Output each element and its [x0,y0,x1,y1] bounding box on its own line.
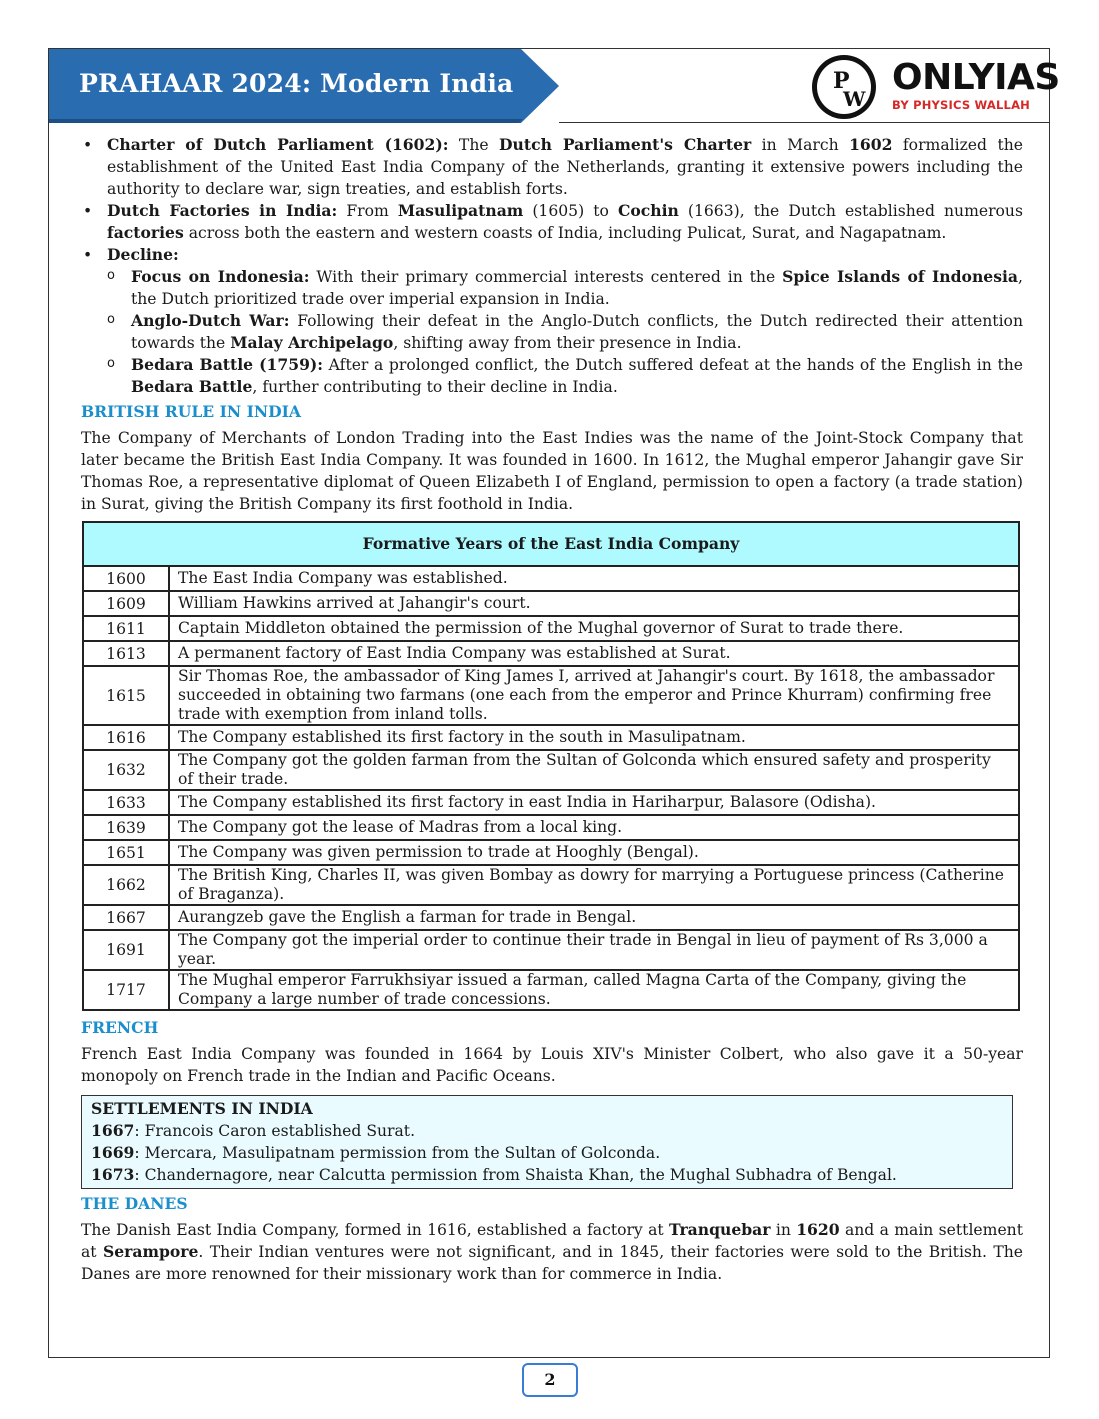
year-cell: 1639 [83,815,169,840]
table-row [83,815,1019,840]
event-cell: William Hawkins arrived at Jahangir's court. [169,591,1019,616]
bullet-bold: Dutch Parliament's Charter [499,135,752,154]
event-cell: Sir Thomas Roe, the ambassador of King James I, arrived at Jahangir's court. By 1618, the ambassador succeeded in obtaining two farmans (one each from the emperor and Prince Khurram) confirming free trade with exemption from inland tolls. [169,666,1019,725]
pw-logo [812,55,876,119]
sub-list-item [107,354,1023,398]
bullet-bold: Masulipatnam [397,201,524,220]
event-cell: The Company got the lease of Madras from a local king. [169,815,1019,840]
event-cell: The Company established its first factory in east India in Hariharpur, Balasore (Odisha). [169,790,1019,815]
table-row [83,591,1019,616]
event-cell: Aurangzeb gave the English a farman for trade in Bengal. [169,905,1019,930]
event-cell: The East India Company was established. [169,566,1019,591]
brand-name: ONLYIAS [892,57,1060,98]
table-row [83,970,1019,1010]
year-cell: 1633 [83,790,169,815]
table-row [83,930,1019,970]
section-heading-french: FRENCH [81,1018,159,1037]
settlement-item [91,1120,1003,1142]
event-cell: The Company got the golden farman from the Sultan of Golconda which ensured safety and prosperity of their trade. [169,750,1019,790]
year-cell: 1616 [83,725,169,750]
subitem-text: With their primary commercial interests centered in the [309,268,783,286]
event-cell: The British King, Charles II, was given Bombay as dowry for marrying a Portuguese princess (Catherine of Braganza). [169,865,1019,905]
subitem-bold: Malay Archipelago [230,333,394,352]
settlement-year: 1667 [91,1121,135,1140]
settlements-title: SETTLEMENTS IN INDIA [91,1099,313,1118]
event-cell: The Company was given permission to trade at Hooghly (Bengal). [169,840,1019,865]
subitem-text: , further contributing to their decline in India. [252,378,618,396]
year-cell: 1632 [83,750,169,790]
bullet-lead: Charter of Dutch Parliament (1602): [107,135,449,154]
danes-text: The Danish East India Company, formed in 1616, established a factory at [81,1221,669,1239]
british-paragraph: The Company of Merchants of London Trading into the East Indies was the name of the Joint-Stock Company that later became the British East India Company. It was founded in 1600. In 1612, the Mughal emperor Jahangir gave Sir Thomas Roe, a representative diplomat of Queen Elizabeth I of England, permission to open a factory (a trade station) in Surat, giving the British Company its first foothold in India. [81,429,1023,513]
page-number: 2 [522,1363,578,1397]
year-cell: 1662 [83,865,169,905]
event-cell: The Company established its first factory in the south in Masulipatnam. [169,725,1019,750]
table-row [83,865,1019,905]
subitem-lead: Bedara Battle (1759): [131,355,324,374]
bullet-lead: Decline: [107,245,179,264]
bullet-text: The [448,136,500,154]
bullet-bold: Cochin [617,201,679,220]
bullet-bold: 1602 [849,135,893,154]
list-item [81,134,1023,200]
sub-list-item [107,266,1023,310]
logo-letter-w: W [843,87,866,111]
table-row [83,905,1019,930]
logo-letter-p: P [833,68,850,94]
table-row [83,566,1019,591]
bullet-text: (1605) to [523,202,618,220]
danes-paragraph [81,1219,1023,1285]
subitem-bold: Bedara Battle [131,377,253,396]
year-cell: 1600 [83,566,169,591]
brand-subtitle: BY PHYSICS WALLAH [892,98,1030,112]
page-content [81,134,1023,1285]
table-title: Formative Years of the East India Company [83,522,1019,566]
settlement-text: : Mercara, Masulipatnam permission from the Sultan of Golconda. [134,1144,661,1162]
table-row [83,725,1019,750]
subitem-text: , shifting away from their presence in India. [393,334,742,352]
year-cell: 1651 [83,840,169,865]
bullet-text: (1663), the Dutch established numerous [678,202,1023,220]
danes-text: . Their Indian ventures were not significant, and in 1845, their factories were sold to the British. The Danes are more renowned for their missionary work than for commerce in India. [81,1243,1023,1283]
bullet-text: From [337,202,398,220]
event-cell: Captain Middleton obtained the permission of the Mughal governor of Surat to trade there. [169,616,1019,641]
settlement-item [91,1142,1003,1164]
subitem-bold: Spice Islands of Indonesia [782,267,1019,286]
decline-subitems [107,266,1023,398]
bullet-bold: factories [107,223,184,242]
header-banner [49,49,559,123]
table-row [83,750,1019,790]
bullet-text: across both the eastern and western coasts of India, including Pulicat, Surat, and Nagapatnam. [183,224,947,242]
danes-text: and a main settlement at [81,1221,1023,1261]
subitem-text: , the Dutch prioritized trade over imperial expansion in India. [131,268,1023,308]
formative-years-table [82,521,1020,1011]
page-title: PRAHAAR 2024: Modern India [79,69,514,98]
dutch-bullets [81,134,1023,398]
subitem-text: Following their defeat in the Anglo-Dutch conflicts, the Dutch redirected their attention towards the [131,312,1023,352]
danes-text: in [770,1221,797,1239]
subitem-lead: Anglo-Dutch War: [131,311,290,330]
section-heading-danes: THE DANES [81,1194,188,1213]
list-item [81,244,1023,398]
list-item [81,200,1023,244]
year-cell: 1615 [83,666,169,725]
table-row [83,840,1019,865]
table-row [83,666,1019,725]
year-cell: 1613 [83,641,169,666]
danes-bold: Tranquebar [668,1220,771,1239]
sub-list-item [107,310,1023,354]
settlement-item [91,1164,1003,1186]
event-cell: The Mughal emperor Farrukhsiyar issued a farman, called Magna Carta of the Company, giving the Company a large number of trade concessions. [169,970,1019,1010]
table-row [83,641,1019,666]
year-cell: 1609 [83,591,169,616]
subitem-lead: Focus on Indonesia: [131,267,310,286]
settlements-box [81,1095,1013,1189]
subitem-text: After a prolonged conflict, the Dutch suffered defeat at the hands of the English in the [323,356,1023,374]
french-paragraph: French East India Company was founded in 1664 by Louis XIV's Minister Colbert, who also gave it a 50-year monopoly on French trade in the Indian and Pacific Oceans. [81,1045,1023,1085]
table-row [83,616,1019,641]
year-cell: 1717 [83,970,169,1010]
bullet-lead: Dutch Factories in India: [107,201,338,220]
danes-bold: 1620 [796,1220,840,1239]
section-heading-british: BRITISH RULE IN INDIA [81,402,302,421]
year-cell: 1667 [83,905,169,930]
table-row [83,790,1019,815]
settlement-year: 1673 [91,1165,135,1184]
bullet-text: formalized the establishment of the United East India Company of the Netherlands, granting it extensive powers including the authority to declare war, sign treaties, and establish forts. [107,136,1023,198]
year-cell: 1611 [83,616,169,641]
danes-bold: Serampore [102,1242,199,1261]
settlement-text: : Francois Caron established Surat. [134,1122,416,1140]
event-cell: The Company got the imperial order to continue their trade in Bengal in lieu of payment of Rs 3,000 a year. [169,930,1019,970]
settlement-year: 1669 [91,1143,135,1162]
header-divider [559,122,1050,123]
settlement-text: : Chandernagore, near Calcutta permission from Shaista Khan, the Mughal Subhadra of Bengal. [134,1166,897,1184]
event-cell: A permanent factory of East India Company was established at Surat. [169,641,1019,666]
year-cell: 1691 [83,930,169,970]
bullet-text: in March [751,136,850,154]
